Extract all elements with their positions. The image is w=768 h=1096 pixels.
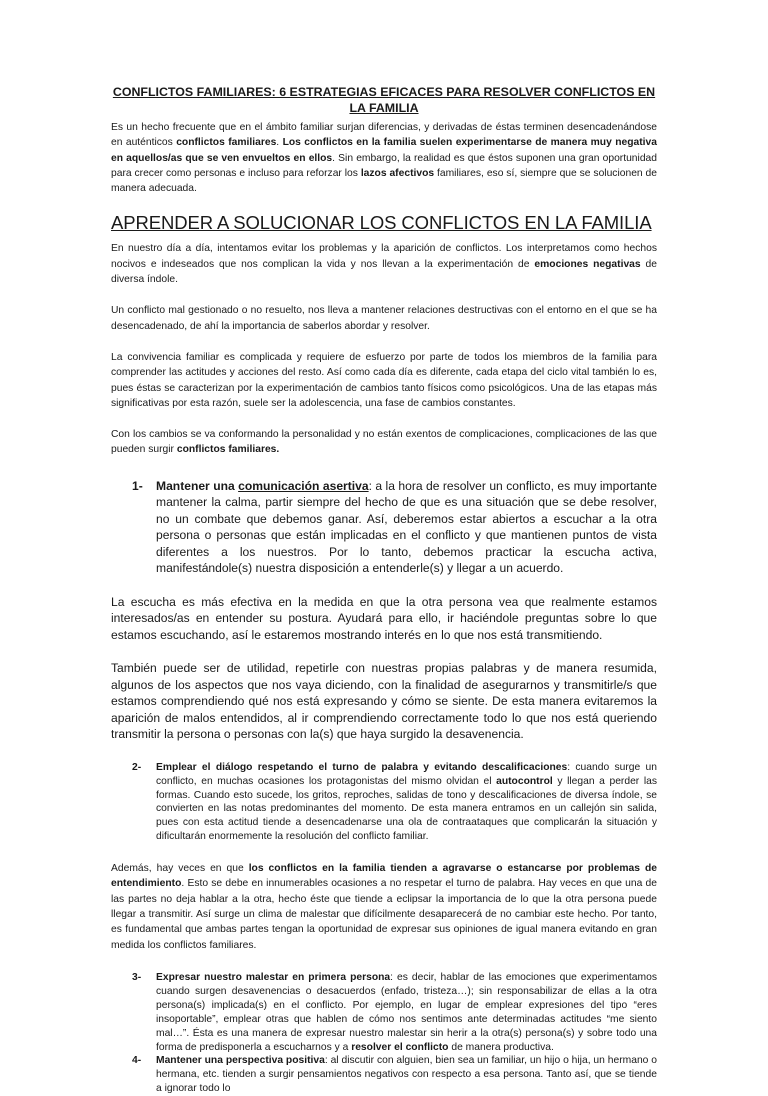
large-text-section <box>111 478 657 743</box>
text-run: : cuando surge un conflicto, en muchas ocasiones los protagonistas del mismo olvidan el <box>156 761 657 787</box>
list-number: 4- <box>132 1055 142 1067</box>
paragraph-6: También puede ser de utilidad, repetirle con nuestras propias palabras y de manera resumida, algunos de los aspectos que nos vaya diciendo, con la finalidad de asegurarnos y transmitirle/s que estamos comprendiendo qué nos está expresando y cómo se siente. De esta manera evitaremos la aparición de malos entendidos, al ir comprendiendo correctamente todo lo que nos está queriendo transmitir la persona o personas con la(s) que haya surgido la desavenencia. <box>111 661 657 742</box>
bold-term: resolver el conflicto <box>351 1041 449 1053</box>
section-heading: APRENDER A SOLUCIONAR LOS CONFLICTOS EN LA FAMILIA <box>111 212 652 234</box>
text-run: : a la hora de resolver un conflicto, es muy importante mantener la calma, partir siempre del hecho de que es una situación que se debe resolver, no un combate que debemos ganar. Así, deberemos estar abiertos a escuchar a la otra persona o personas que están implicadas en el conflicto y que mantienen puntos de vista diferentes a los nuestros. Por lo tanto, debemos practicar la escucha activa, manifestándole(s) nuestra disposición a entenderle(s) y llegar a un acuerdo. <box>156 478 657 576</box>
paragraph-3: La convivencia familiar es complicada y requiere de esfuerzo por parte de todos los miembros de la familia para comprender las actitudes y acciones del resto. Así como cada día es diferente, cada etapa del ciclo vital también lo es, pues éstas se caracterizan por la experimentación de cambios tanto físicos como psicológicos. Una de las etapas más significativas por esta razón, suele ser la adolescencia, una fase de cambios constantes. <box>111 351 657 409</box>
list-number: 1- <box>132 478 143 493</box>
list-section-2 <box>111 761 657 844</box>
text-run: Con los cambios se va conformando la personalidad y no están exentos de complicaciones, complicaciones de las que pueden surgir <box>111 429 657 456</box>
list-number: 3- <box>132 971 142 983</box>
text-run: : es decir, hablar de las emociones que experimentamos cuando surgen desavenencias o desacuerdos (enfado, tristeza…); sin responsabilizar de ellas a la otra persona(s) implicada(s) en el conflicto. Por ejemplo, en lugar de emplear expresiones del tipo “eres insoportable”, emplear otras que hablen de cómo nos sentimos ante determinadas actitudes “me siento mal…”. Ésta es una manera de expresar nuestro malestar sin herir a la otra(s) persona(s) y sobre todo una forma de predisponerla a escucharnos y a <box>156 971 657 1053</box>
text-run: familiares, eso sí, siempre que se solucionen de manera adecuada. <box>111 167 657 195</box>
text-run: . <box>276 137 283 149</box>
bold-term: lazos afectivos <box>360 167 435 179</box>
list-item <box>111 478 657 577</box>
paragraph-1 <box>111 241 657 287</box>
bold-term: los conflictos en la familia tienden a agravarse o estancarse por problemas de entendimiento <box>111 863 657 890</box>
bold-term: Mantener una <box>156 478 239 493</box>
list-item <box>111 1054 657 1096</box>
strategy-list <box>111 971 657 1096</box>
list-item-text <box>156 1054 657 1096</box>
text-run: Es un hecho frecuente que en el ámbito familiar surjan diferencias, y derivadas de éstas terminen desencadenándose en auténticos <box>111 122 657 149</box>
strategy-list <box>111 478 657 577</box>
text-run: Además, hay veces en que <box>111 863 249 875</box>
bold-term: Expresar nuestro malestar en primera persona <box>156 971 391 983</box>
list-item-text <box>156 971 657 1054</box>
paragraph-5: La escucha es más efectiva en la medida en que la otra persona vea que realmente estamos interesados/as en entender su postura. Ayudará para ello, ir haciéndole preguntas sobre lo que estamos escuchando, así le estaremos mostrando interés en lo que nos está transmitiendo. <box>111 594 657 642</box>
text-run: : al discutir con alguien, bien sea un familiar, un hijo o hija, un hermano o hermana, etc. tienden a surgir pensamientos negativos con respecto a esa persona. Tanto así, que se tiende a ignorar todo lo <box>156 1055 657 1095</box>
paragraph-4 <box>111 427 657 458</box>
bold-term: autocontrol <box>496 775 553 787</box>
text-run: En nuestro día a día, intentamos evitar los problemas y la aparición de conflictos. Los interpretamos como hechos nocivos e indeseados que nos complican la vida y nos llevan a la experimentación de <box>111 243 657 270</box>
text-run: . Esto se debe en innumerables ocasiones a no respetar el turno de palabra. Hay veces en que una de las partes no deja hablar a la otra, hecho éste que tiende a eclipsar la importancia de lo que la otra persona puede llegar a transmitir. Así surge un clima de malestar que difícilmente desaparecerá de no cambiar este hecho. Por tanto, es fundamental que ambas partes tengan la oportunidad de expresar sus opiniones de igual manera evitando en gran medida los conflictos familiares. <box>111 878 657 951</box>
list-item-text <box>156 761 657 844</box>
bold-term: emociones negativas <box>534 258 641 270</box>
bold-term: conflictos familiares. <box>176 444 280 456</box>
link-term: comunicación asertiva <box>238 478 369 493</box>
text-run: de manera productiva. <box>448 1041 554 1053</box>
paragraph-2: Un conflicto mal gestionado o no resuelto, nos lleva a mantener relaciones destructivas con el entorno en el que se ha desencadenado, de ahí la importancia de saberlos abordar y resolver. <box>111 305 657 332</box>
bold-term: conflictos familiares <box>176 137 277 149</box>
bold-term: Los conflictos en la familia suelen experimentarse de manera muy negativa en aquellos/as que se ven envueltos en ellos <box>111 137 657 164</box>
list-item <box>111 971 657 1054</box>
page-title: CONFLICTOS FAMILIARES: 6 ESTRATEGIAS EFICACES PARA RESOLVER CONFLICTOS EN LA FAMILIA <box>112 85 656 115</box>
list-section-3 <box>111 971 657 1096</box>
bold-term: Emplear el diálogo respetando el turno de palabra y evitando descalificaciones <box>156 761 568 773</box>
list-number: 2- <box>132 761 142 773</box>
text-run: de diversa índole. <box>111 258 658 286</box>
bold-term: Mantener una perspectiva positiva <box>156 1055 325 1067</box>
text-run: . Sin embargo, la realidad es que éstos suponen una gran oportunidad para crecer como personas e incluso para reforzar los <box>111 152 658 179</box>
paragraph-7 <box>111 861 657 953</box>
text-run: y llegan a perder las formas. Cuando esto sucede, los gritos, reproches, salidas de tono y descalificaciones de diversa índole, se convierten en las notas predominantes del momento. De esta manera entramos en un callejón sin salida, pues con esta actitud tiende a desencadenarse una ola de contraataques que complicarán la situación y dificultarán enormemente la resolución del conflicto familiar. <box>156 775 657 843</box>
list-item <box>111 761 657 844</box>
list-item-text <box>156 478 657 577</box>
strategy-list <box>111 761 657 844</box>
intro-paragraph <box>111 120 657 196</box>
